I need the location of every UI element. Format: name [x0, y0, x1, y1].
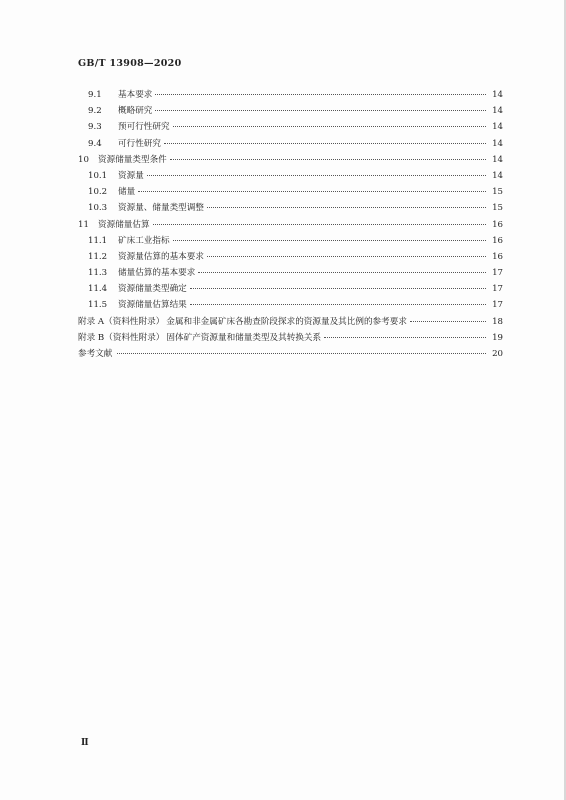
toc-entry[interactable]: [78, 218, 503, 234]
toc-entry[interactable]: [78, 104, 503, 120]
page-number: Ⅱ: [81, 738, 89, 748]
toc-entry-page: 16: [492, 235, 503, 246]
toc-entry-number: 参考文献: [78, 349, 113, 359]
toc-entry-number: 11.2: [88, 251, 108, 262]
toc-entry-page: 18: [492, 316, 503, 327]
toc-entry-title: 矿床工业指标: [118, 235, 170, 246]
toc-entry-number: 11.3: [88, 268, 108, 279]
toc-dot-leader: [138, 191, 486, 192]
toc-dot-leader: [410, 321, 486, 322]
toc-entry[interactable]: [78, 201, 503, 217]
toc-entry-number: 附录 B（资料性附录）: [78, 332, 165, 343]
toc-dot-leader: [117, 353, 486, 354]
toc-entry[interactable]: [78, 250, 503, 266]
toc-entry-title: 概略研究: [118, 106, 153, 117]
standard-code-header: GB/T 13908—2020: [78, 58, 182, 69]
toc-entry-page: 16: [492, 219, 503, 230]
toc-entry[interactable]: [78, 266, 503, 282]
toc-entry-title: 可行性研究: [118, 138, 161, 149]
toc-entry[interactable]: [78, 88, 503, 104]
toc-entry-title: 金属和非金属矿床各勘查阶段探求的资源量及其比例的参考要求: [166, 316, 407, 327]
toc-dot-leader: [207, 256, 486, 257]
toc-dot-leader: [155, 110, 486, 111]
toc-entry-number: 10.3: [88, 203, 108, 214]
toc-entry-number: 附录 A（资料性附录）: [78, 316, 165, 327]
toc-entry-title: 资源储量类型确定: [118, 284, 187, 295]
toc-dot-leader: [198, 272, 486, 273]
toc-entry-page: 14: [492, 122, 503, 133]
toc-dot-leader: [190, 304, 486, 305]
toc-entry-title: 资源储量估算结果: [118, 300, 187, 311]
toc-entry-page: 14: [492, 106, 503, 117]
toc-dot-leader: [164, 143, 486, 144]
toc-entry[interactable]: [78, 137, 503, 153]
toc-entry[interactable]: [78, 298, 503, 314]
toc-dot-leader: [324, 337, 486, 338]
toc-entry[interactable]: [78, 347, 503, 363]
toc-entry[interactable]: [78, 185, 503, 201]
toc-entry-title: 资源储量估算: [98, 219, 150, 230]
toc-entry-title: 资源量估算的基本要求: [118, 251, 204, 262]
toc-entry-title: 储量: [118, 187, 136, 198]
toc-dot-leader: [173, 126, 486, 127]
toc-entry-title: 资源储量类型条件: [98, 154, 167, 165]
toc-entry[interactable]: [78, 153, 503, 169]
toc-entry-number: 11.1: [88, 235, 108, 246]
toc-entry[interactable]: [78, 234, 503, 250]
toc-entry-title: 资源量、储量类型调整: [118, 203, 204, 214]
toc-dot-leader: [155, 94, 486, 95]
toc-entry-page: 19: [492, 332, 503, 343]
toc-entry-number: 11.5: [88, 300, 108, 311]
toc-entry-page: 14: [492, 138, 503, 149]
toc-entry-title: 预可行性研究: [118, 122, 170, 133]
toc-entry[interactable]: [78, 169, 503, 185]
toc-entry-number: 11: [78, 219, 89, 230]
toc-dot-leader: [173, 240, 486, 241]
toc-entry-title: 固体矿产资源量和储量类型及其转换关系: [166, 332, 322, 343]
toc-entry-page: 16: [492, 251, 503, 262]
toc-entry-title: 基本要求: [118, 90, 153, 100]
toc-entry[interactable]: [78, 282, 503, 298]
toc-entry-page: 17: [492, 284, 503, 295]
toc-entry-number: 10.1: [88, 170, 108, 181]
toc-entry-number: 9.3: [88, 122, 102, 133]
toc-entry-number: 10.2: [88, 187, 108, 198]
toc-entry[interactable]: [78, 315, 503, 331]
toc-entry-number: 11.4: [88, 284, 108, 295]
toc-entry-title: 储量估算的基本要求: [118, 268, 196, 279]
toc-entry-title: 资源量: [118, 170, 144, 181]
toc-dot-leader: [190, 288, 486, 289]
toc-entry-page: 14: [492, 90, 503, 100]
toc-entry-number: 9.2: [88, 106, 102, 117]
toc-entry-number: 10: [78, 154, 89, 165]
toc-entry-number: 9.1: [88, 90, 102, 100]
toc-entry-page: 17: [492, 300, 503, 311]
toc-dot-leader: [153, 224, 486, 225]
table-of-contents: [78, 88, 503, 363]
toc-entry-page: 15: [492, 187, 503, 198]
toc-entry-number: 9.4: [88, 138, 102, 149]
toc-dot-leader: [147, 175, 486, 176]
toc-entry-page: 15: [492, 203, 503, 214]
toc-entry-page: 17: [492, 268, 503, 279]
toc-entry[interactable]: [78, 331, 503, 347]
toc-entry-page: 20: [492, 349, 503, 359]
toc-entry-page: 14: [492, 170, 503, 181]
toc-entry-page: 14: [492, 154, 503, 165]
toc-dot-leader: [170, 159, 486, 160]
toc-dot-leader: [207, 207, 486, 208]
toc-entry[interactable]: [78, 120, 503, 136]
